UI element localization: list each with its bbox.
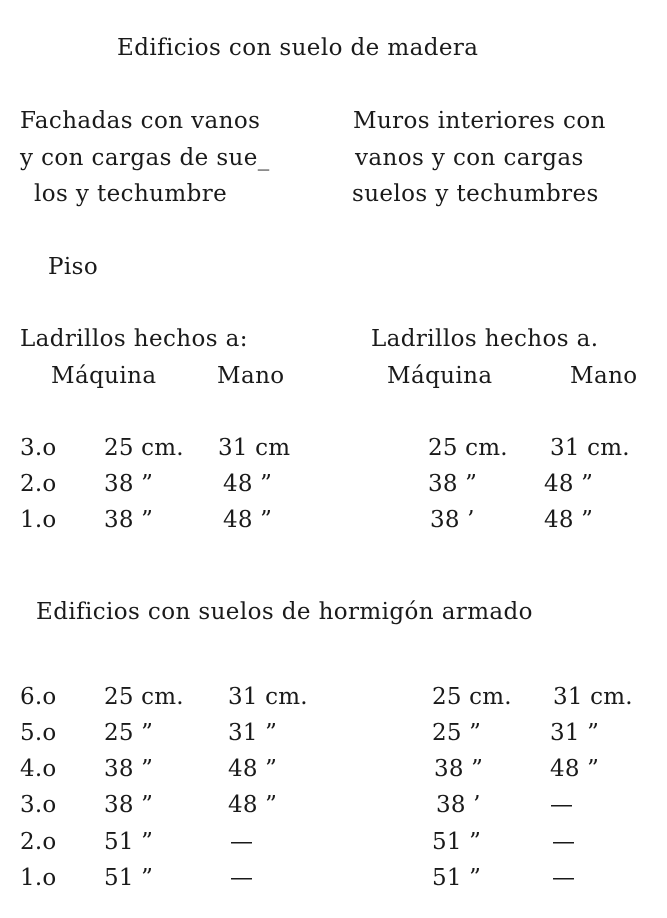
brick-left-label: Ladrillos hechos a: <box>20 326 248 352</box>
section1-title: Edificios con suelo de madera <box>117 35 479 61</box>
s1-row-floor: 2.o <box>20 471 57 497</box>
s1-row-left-mano: 31 cm <box>218 435 291 461</box>
s2-row-right-mano: 31 cm. <box>553 684 633 710</box>
right-header-line-3: suelos y techumbres <box>352 181 599 207</box>
s2-row-right-maquina: 51 ” <box>432 829 482 855</box>
s2-row-left-mano: 48 ” <box>228 756 278 782</box>
s2-row-floor: 6.o <box>20 684 57 710</box>
s2-row-left-mano: 48 ” <box>228 792 278 818</box>
s2-row-right-mano: 48 ” <box>550 756 600 782</box>
s2-row-right-maquina: 25 cm. <box>432 684 512 710</box>
s2-row-left-mano: 31 cm. <box>228 684 308 710</box>
s2-row-right-maquina: 51 ” <box>432 865 482 891</box>
s1-row-right-maquina: 25 cm. <box>428 435 508 461</box>
s2-row-left-mano: 31 ” <box>228 720 278 746</box>
s2-row-right-maquina: 25 ” <box>432 720 482 746</box>
right-header-line-1: Muros interiores con <box>353 108 606 134</box>
s2-row-left-maquina: 38 ” <box>104 792 154 818</box>
s1-row-right-mano: 48 ” <box>544 471 594 497</box>
piso-label: Piso <box>48 254 99 280</box>
s1-row-floor: 1.o <box>20 507 57 533</box>
s2-row-floor: 3.o <box>20 792 57 818</box>
s1-row-right-mano: 48 ” <box>544 507 594 533</box>
s2-row-right-maquina: 38 ” <box>434 756 484 782</box>
s2-row-right-mano: 31 ” <box>550 720 600 746</box>
s2-row-right-maquina: 38 ’ <box>436 792 481 818</box>
s1-row-left-maquina: 38 ” <box>104 507 154 533</box>
maquina-left: Máquina <box>51 363 157 389</box>
section2-title: Edificios con suelos de hormigón armado <box>36 599 533 625</box>
s2-row-right-mano: — <box>550 792 574 818</box>
s2-row-left-mano: — <box>230 829 254 855</box>
s1-row-left-mano: 48 ” <box>223 507 273 533</box>
s1-row-right-maquina: 38 ’ <box>430 507 475 533</box>
s2-row-right-mano: — <box>552 865 576 891</box>
s2-row-floor: 1.o <box>20 865 57 891</box>
s2-row-left-maquina: 25 cm. <box>104 684 184 710</box>
s1-row-left-maquina: 25 cm. <box>104 435 184 461</box>
left-header-line-3: los y techumbre <box>34 181 228 207</box>
s1-row-right-maquina: 38 ” <box>428 471 478 497</box>
s2-row-left-mano: — <box>230 865 254 891</box>
s2-row-left-maquina: 51 ” <box>104 829 154 855</box>
s1-row-right-mano: 31 cm. <box>550 435 630 461</box>
s1-row-floor: 3.o <box>20 435 57 461</box>
maquina-right: Máquina <box>387 363 493 389</box>
right-header-line-2: vanos y con cargas <box>355 145 584 171</box>
s2-row-left-maquina: 25 ” <box>104 720 154 746</box>
s2-row-floor: 4.o <box>20 756 57 782</box>
s2-row-left-maquina: 38 ” <box>104 756 154 782</box>
left-header-line-2: y con cargas de sue_ <box>20 145 270 171</box>
s2-row-floor: 2.o <box>20 829 57 855</box>
left-header-line-1: Fachadas con vanos <box>20 108 261 134</box>
s1-row-left-maquina: 38 ” <box>104 471 154 497</box>
s2-row-right-mano: — <box>552 829 576 855</box>
mano-right: Mano <box>570 363 638 389</box>
mano-left: Mano <box>217 363 285 389</box>
brick-right-label: Ladrillos hechos a. <box>371 326 599 352</box>
s2-row-floor: 5.o <box>20 720 57 746</box>
s1-row-left-mano: 48 ” <box>223 471 273 497</box>
s2-row-left-maquina: 51 ” <box>104 865 154 891</box>
